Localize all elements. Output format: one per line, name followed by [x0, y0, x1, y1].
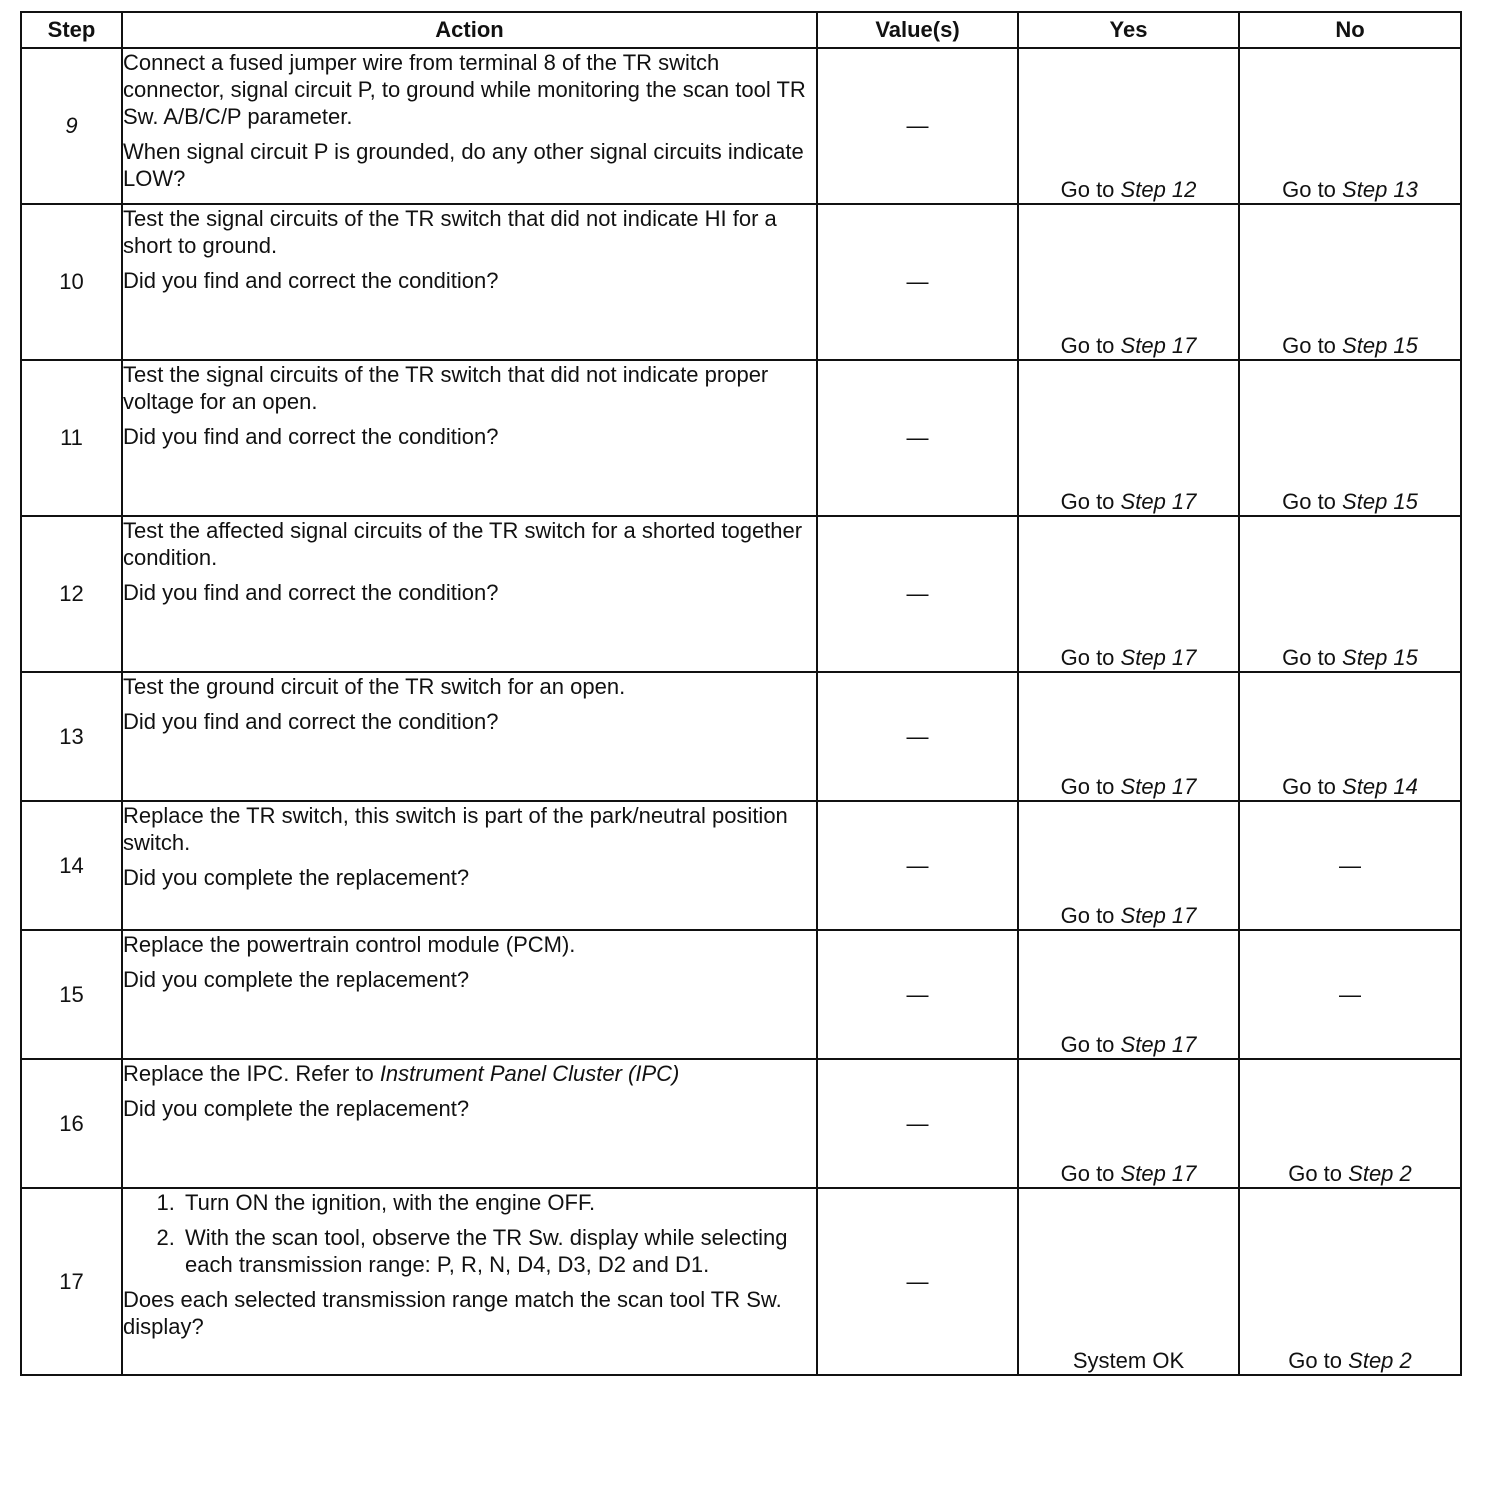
no-cell: [1239, 48, 1461, 204]
yes-prefix: Go to: [1060, 489, 1115, 514]
yes-cell: [1018, 360, 1239, 516]
no-cell: —: [1239, 930, 1461, 1059]
yes-prefix: Go to: [1060, 177, 1115, 202]
diagnostic-table: [20, 11, 1462, 1376]
action-text: Test the affected signal circuits of the TR switch for a shorted together condition.: [123, 518, 803, 570]
action-cell: [122, 1188, 817, 1375]
action-text: Replace the TR switch, this switch is part of the park/neutral position switch.: [123, 803, 788, 855]
no-step-link[interactable]: Step 2: [1348, 1348, 1412, 1373]
yes-step-link[interactable]: Step 17: [1120, 489, 1197, 514]
no-cell: [1239, 204, 1461, 360]
yes-cell: [1018, 672, 1239, 801]
step-number: 16: [21, 1059, 122, 1188]
yes-step-link[interactable]: Step 17: [1120, 333, 1197, 358]
value-cell: —: [817, 360, 1018, 516]
step-number: 9: [21, 48, 122, 204]
no-step-link[interactable]: Step 13: [1342, 177, 1418, 202]
action-question: When signal circuit P is grounded, do any other signal circuits indicate LOW?: [123, 139, 804, 191]
action-question: Does each selected transmission range match the scan tool TR Sw. display?: [123, 1287, 782, 1339]
yes-cell: System OK: [1018, 1188, 1239, 1375]
step-number: 11: [21, 360, 122, 516]
value-cell: —: [817, 516, 1018, 672]
no-step-link[interactable]: Step 2: [1348, 1161, 1412, 1186]
value-cell: —: [817, 204, 1018, 360]
yes-step-link[interactable]: Step 17: [1120, 1032, 1197, 1057]
header-row: [21, 12, 1461, 48]
yes-step-link[interactable]: Step 17: [1120, 903, 1197, 928]
header-no: No: [1239, 12, 1461, 48]
action-question: Did you find and correct the condition?: [123, 580, 499, 605]
step-number: 14: [21, 801, 122, 930]
no-step-link[interactable]: Step 15: [1342, 489, 1418, 514]
action-question: Did you complete the replacement?: [123, 865, 470, 890]
table-row: [21, 801, 1461, 930]
value-cell: —: [817, 672, 1018, 801]
step-number: 15: [21, 930, 122, 1059]
no-prefix: Go to: [1288, 1348, 1343, 1373]
table-row: [21, 1059, 1461, 1188]
table-row: [21, 48, 1461, 204]
yes-cell: [1018, 204, 1239, 360]
action-question: Did you find and correct the condition?: [123, 424, 499, 449]
table-row: [21, 672, 1461, 801]
yes-step-link[interactable]: Step 17: [1120, 774, 1197, 799]
action-text: Connect a fused jumper wire from terminal 8 of the TR switch connector, signal circuit P, to ground while monitoring the scan tool TR Sw. A/B/C/P parameter.: [123, 50, 806, 129]
no-step-link[interactable]: Step 14: [1342, 774, 1418, 799]
step-number: 12: [21, 516, 122, 672]
yes-prefix: Go to: [1060, 1161, 1115, 1186]
no-prefix: Go to: [1288, 1161, 1343, 1186]
table-row: [21, 930, 1461, 1059]
ipc-reference-link[interactable]: Instrument Panel Cluster (IPC): [379, 1061, 680, 1086]
yes-step-link[interactable]: Step 17: [1120, 645, 1197, 670]
action-text: Replace the powertrain control module (PCM).: [123, 932, 576, 957]
step-number: 13: [21, 672, 122, 801]
value-cell: —: [817, 1188, 1018, 1375]
no-cell: —: [1239, 801, 1461, 930]
step-number: 17: [21, 1188, 122, 1375]
table-row: [21, 360, 1461, 516]
action-question: Did you find and correct the condition?: [123, 268, 499, 293]
yes-cell: [1018, 516, 1239, 672]
yes-step-link[interactable]: Step 17: [1120, 1161, 1197, 1186]
no-prefix: Go to: [1282, 333, 1336, 358]
step-number: 10: [21, 204, 122, 360]
action-question: Did you complete the replacement?: [123, 1096, 470, 1121]
no-prefix: Go to: [1282, 177, 1336, 202]
yes-prefix: Go to: [1060, 903, 1115, 928]
action-cell: [122, 930, 817, 1059]
action-text: Test the signal circuits of the TR switch that did not indicate proper voltage for an open.: [123, 362, 769, 414]
table-row: [21, 516, 1461, 672]
no-prefix: Go to: [1282, 774, 1336, 799]
action-cell: [122, 48, 817, 204]
yes-cell: [1018, 801, 1239, 930]
yes-cell: [1018, 48, 1239, 204]
yes-prefix: Go to: [1060, 1032, 1115, 1057]
no-prefix: Go to: [1282, 645, 1336, 670]
value-cell: —: [817, 930, 1018, 1059]
no-cell: [1239, 1059, 1461, 1188]
substep-list: [123, 1189, 816, 1278]
header-values: Value(s): [817, 12, 1018, 48]
no-cell: [1239, 1188, 1461, 1375]
action-cell: [122, 672, 817, 801]
no-step-link[interactable]: Step 15: [1342, 645, 1418, 670]
table-row: [21, 204, 1461, 360]
header-step: Step: [21, 12, 122, 48]
substep-item: 2. With the scan tool, observe the TR Sw. display while selecting each transmission range: P, R, N, D4, D3, D2 and D1.: [181, 1224, 816, 1278]
no-prefix: Go to: [1282, 489, 1336, 514]
action-cell: [122, 801, 817, 930]
action-text: Test the signal circuits of the TR switch that did not indicate HI for a short to ground.: [123, 206, 777, 258]
yes-prefix: Go to: [1060, 645, 1115, 670]
header-yes: Yes: [1018, 12, 1239, 48]
action-cell: [122, 516, 817, 672]
action-text: [123, 1060, 816, 1087]
yes-step-link[interactable]: Step 12: [1120, 177, 1197, 202]
action-cell: [122, 1059, 817, 1188]
value-cell: —: [817, 801, 1018, 930]
yes-cell: [1018, 930, 1239, 1059]
action-text: Test the ground circuit of the TR switch for an open.: [123, 674, 626, 699]
value-cell: —: [817, 48, 1018, 204]
header-action: Action: [122, 12, 817, 48]
substep-item: 1. Turn ON the ignition, with the engine OFF.: [181, 1189, 816, 1216]
no-cell: [1239, 672, 1461, 801]
no-cell: [1239, 360, 1461, 516]
yes-prefix: Go to: [1060, 774, 1115, 799]
no-cell: [1239, 516, 1461, 672]
action-question: Did you complete the replacement?: [123, 967, 470, 992]
table-row: [21, 1188, 1461, 1375]
no-step-link[interactable]: Step 15: [1342, 333, 1418, 358]
value-cell: —: [817, 1059, 1018, 1188]
action-text-lead: Replace the IPC. Refer to: [123, 1061, 374, 1086]
action-cell: [122, 360, 817, 516]
yes-prefix: Go to: [1060, 333, 1115, 358]
action-cell: [122, 204, 817, 360]
action-question: Did you find and correct the condition?: [123, 709, 499, 734]
yes-cell: [1018, 1059, 1239, 1188]
